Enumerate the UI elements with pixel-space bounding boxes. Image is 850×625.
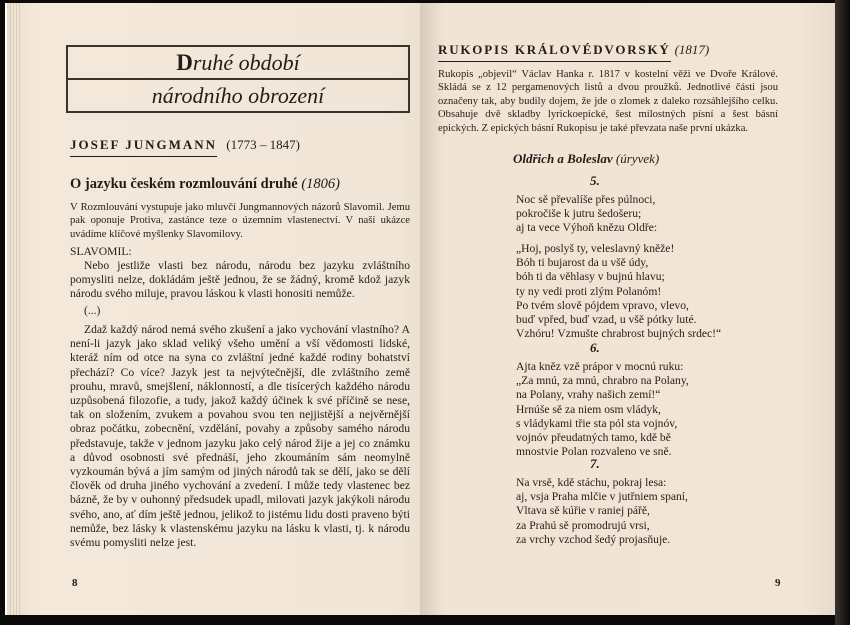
verse-line: Po tvém slově pójdem vpravo, vlevo, xyxy=(516,298,689,312)
verse-line: za vrchy vzchod šedý projasňuje. xyxy=(516,532,671,546)
work-heading xyxy=(70,176,340,193)
paragraph-2: Zdaž každý národ nemá svého zkušení a jako vychování vlastního? A není-li jazyk jako sklad veliký všeho umění a vší vědomosti lidské, kteráž ním od otce na syna co zvláštní jedné každé rodiny bohatství přechází? Co více? Jazyk jest ta nejvýtečnější, dle zvláštního země prouhu, mravů, smejšlení, náklonností, a dle tisícerých každého národu uzpůsobená filozofie, a tudy, jakož každý účinek k své příčině se nese, tak on složením, zvukem a povahou svou ten nejjistější a nejvěrnější obraz počátku, zobecnění, vzdělání, povahy a způsoby samého národu představuje, takže v jednom jazyku jako celý národ žije a jej co známku a důvod osobnosti své přednáší, jeho zkoumáním sám neomylně vyzkoumán bývá a jím samým od jiných národů tak se dělí, jako se dělí člověk od druha jiného vychování a zvedení. I může tedy vlastenec bez bázně, že by v ouhonný předsudek upadl, milovati jazyk jakýkoli národu svého, ano, ať dím ještě jednou, jelikož to jistému lidu dosti praveno býti nemůže, bez lásky k vlastenskému jazyku na lásku k vlasti, tj. k národu svému pomysliti nelze jest. xyxy=(70,323,410,550)
ellipsis: (...) xyxy=(84,304,101,317)
verse-line: ty ny vedi proti zlým Polanóm! xyxy=(516,284,662,298)
verse-line: „Za mnú, za mnú, chrabro na Polany, xyxy=(516,374,689,388)
title-line1-rest: ruhé období xyxy=(192,50,300,75)
chapter-title-box xyxy=(66,45,410,113)
verse-line: vojnóv přeudatných tamo, kdě bě xyxy=(516,431,671,445)
manuscript-title: RUKOPIS KRÁLOVÉDVORSKÝ xyxy=(438,42,671,62)
stanza-7 xyxy=(516,476,688,547)
chapter-title-line1 xyxy=(68,47,408,80)
stanza-5-part-1 xyxy=(516,193,657,236)
verse-line: s vládykami třie sta pól sta vojnóv, xyxy=(516,416,678,430)
author-name: JOSEF JUNGMANN xyxy=(70,137,217,157)
paragraph-1: Nebo jestliže vlasti bez národu, národu bez jazyku zvláštního pomysliti nelze, dokládám ještě jednou, že se žádný, kromě kdož jazyk národu svého miluje, pravou láskou k vlasti honositi nemůže. xyxy=(70,259,410,301)
stanza-number: 5. xyxy=(590,173,600,188)
verse-line: Na vrsě, kdě stáchu, pokraj lesa: xyxy=(516,476,667,489)
work-title: O jazyku českém rozmlouvání druhé xyxy=(70,176,298,192)
page-number-right: 9 xyxy=(775,577,781,589)
work-intro: V Rozmlouvání vystupuje jako mluvčí Jungmannových názorů Slavomil. Jemu pak oponuje Protiva, zastánce teze o územním vlastenectví. V naší ukázce uvádíme klíčové myšlenky Slavomilovy. xyxy=(70,202,410,240)
title-initial: D xyxy=(176,50,193,75)
manuscript-intro: Rukopis „objevil“ Václav Hanka r. 1817 v kostelní věži ve Dvoře Králové. Skládá se z 12 pergamenových listů a dvou proužků. Jednotlivé části jsou označeny tak, aby budily dojem, že jde o zlomek z daleko rozsáhlejšího celku. Obsahuje dvě skladby lyrickoepické, šest milostných písní a šest básní epických. Z epických básní Rukopisu je také převzata naše první ukázka. xyxy=(438,69,778,134)
verse-line: bóh ti da věhlasy v bujnú hlavu; xyxy=(516,270,665,284)
verse-line: Bóh ti bujarost da u všě údy, xyxy=(516,256,649,270)
verse-line: Vzhóru! Vzmušte chrabrost bujných srdec!“ xyxy=(516,327,722,341)
verse-line: na Polany, vrahy našich zemí!“ xyxy=(516,388,661,402)
manuscript-year: (1817) xyxy=(674,42,710,57)
stanza-number: 6. xyxy=(590,340,600,355)
verse-line: aj ta vece Výhoň knězu Oldře: xyxy=(516,221,658,235)
verse-line: mnostvie Polan rozvaleno ve sně. xyxy=(516,445,672,459)
verse-line: Vltava sě kúřie v raniej pářě, xyxy=(516,504,650,518)
work-year: (1806) xyxy=(301,176,340,192)
chapter-title-line2: národního obrození xyxy=(151,83,325,108)
author-dates: (1773 – 1847) xyxy=(226,137,300,152)
speaker-label: SLAVOMIL: xyxy=(70,245,132,258)
verse-line: Noc sě převalíše přes púlnoci, xyxy=(516,193,656,206)
stanza-6 xyxy=(516,360,689,459)
stanza-5-part-2 xyxy=(516,242,721,341)
poem-title-text: Oldřich a Boleslav xyxy=(513,151,613,166)
stanza-number: 7. xyxy=(590,456,600,471)
page-number-left: 8 xyxy=(72,577,78,589)
verse-line: buď vpřed, buď vzad, u všě pótky luté. xyxy=(516,313,697,327)
verse-line: aj, vsja Praha mlčie v jutřniem spaní, xyxy=(516,490,688,504)
book-shadow xyxy=(835,0,850,625)
poem-title xyxy=(513,151,659,167)
verse-line: „Hoj, poslyš ty, veleslavný kněže! xyxy=(516,242,675,255)
manuscript-heading xyxy=(438,42,709,58)
page-edges xyxy=(10,3,22,615)
poem-subtitle: (úryvek) xyxy=(615,151,660,166)
author-heading xyxy=(70,137,300,153)
verse-line: Hrnúše sě za niem osm vládyk, xyxy=(516,402,661,416)
verse-line: pokročiše k jutru šedošeru; xyxy=(516,207,642,221)
verse-line: za Prahú sě promodrujú vrsi, xyxy=(516,518,650,532)
verse-line: Ajta kněz vzě prápor v mocnú ruku: xyxy=(516,360,684,373)
